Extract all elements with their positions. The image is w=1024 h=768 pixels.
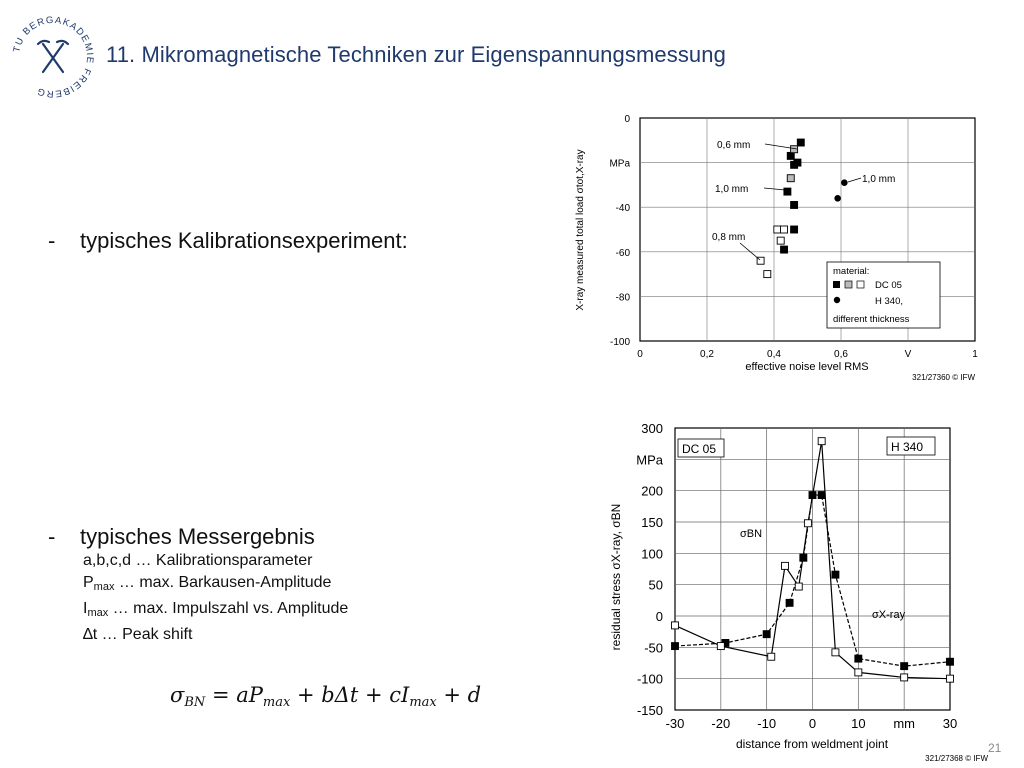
data-point [672, 622, 679, 629]
bullet-calibration [48, 228, 408, 254]
data-point [786, 599, 793, 606]
legend-thickness: different thickness [833, 314, 910, 325]
data-point [797, 139, 804, 146]
annotation-10mm-right: 1,0 mm [862, 174, 896, 185]
data-point [764, 271, 771, 278]
data-point [947, 658, 954, 665]
legend-marker-circle [834, 297, 840, 303]
y-tick-label: -60 [615, 247, 630, 259]
legend-dc05: DC 05 [875, 280, 902, 291]
annotation-08mm: 0,8 mm [712, 232, 746, 243]
data-point [818, 438, 825, 445]
bullet-text: typisches Messergebnis [80, 524, 315, 549]
x-tick-label: 30 [942, 716, 958, 731]
y-tick-label: 100 [641, 546, 663, 562]
legend-marker-black [833, 281, 840, 288]
label-dc05: DC 05 [682, 442, 717, 456]
y-tick-label: -50 [644, 640, 663, 656]
data-point [782, 562, 789, 569]
x-tick-label: V [904, 349, 912, 360]
parameter-list [83, 550, 348, 646]
data-point [901, 663, 908, 670]
data-point [774, 226, 781, 233]
y-tick-label: 0 [624, 114, 630, 125]
university-logo [8, 12, 98, 102]
data-point [901, 674, 908, 681]
data-point [834, 195, 841, 202]
legend-h340: H 340, [875, 296, 903, 307]
data-point [832, 571, 839, 578]
data-point [800, 554, 807, 561]
y-tick-label: -40 [615, 203, 630, 215]
y-tick-label: 150 [641, 515, 663, 530]
data-point [818, 492, 825, 499]
bullet-result [48, 524, 315, 550]
logo-text: TU BERGAKADEMIE FREIBERG [11, 14, 96, 100]
legend [827, 262, 940, 328]
data-point [855, 669, 862, 676]
data-point [781, 226, 788, 233]
data-point [717, 643, 724, 650]
data-point [791, 226, 798, 233]
data-point [947, 675, 954, 682]
data-point [855, 655, 862, 662]
figure-footer: 321/27368 © IFW [925, 754, 988, 763]
x-tick-label: 10 [851, 716, 866, 731]
calibration-chart [565, 100, 985, 385]
data-point [787, 175, 794, 182]
y-axis-label: X-ray measured total load σtot,X-ray [575, 149, 586, 311]
x-tick-label: -30 [665, 716, 685, 731]
data-point [787, 152, 794, 159]
x-tick-label: -20 [711, 716, 731, 731]
legend-title: material: [833, 266, 870, 277]
y-tick-label: -150 [636, 703, 663, 718]
label-sigma-xray: σX-ray [872, 609, 906, 621]
data-point [841, 179, 848, 186]
hammer-and-pick-icon [38, 41, 68, 72]
x-tick-label: 0 [808, 716, 817, 731]
x-tick-label: 0,2 [700, 349, 714, 360]
label-h340: H 340 [891, 440, 924, 454]
y-tick-label: MPa [609, 158, 630, 170]
y-tick-label: -100 [636, 671, 663, 687]
x-tick-label: 0,6 [834, 349, 848, 360]
x-axis-label: distance from weldment joint [735, 737, 889, 751]
annotation-10mm-left: 1,0 mm [715, 184, 749, 195]
label-sigma-bn: σBN [740, 528, 763, 540]
legend-marker-gray [845, 281, 852, 288]
bullet-text: typisches Kalibrationsexperiment: [80, 228, 408, 253]
formula: $\sigma_{BN} = aP_{max} + b\Delta t + cI_{max} + d$ [170, 683, 482, 710]
y-tick-label: 0 [655, 609, 663, 624]
bullet-dash: - [48, 228, 56, 253]
data-point [784, 188, 791, 195]
residual-stress-chart [600, 415, 990, 765]
x-tick-label: mm [893, 716, 916, 731]
y-axis-label: residual stress σX-ray, σBN [609, 503, 623, 651]
data-point [794, 159, 801, 166]
annotation-06mm: 0,6 mm [717, 140, 751, 151]
x-axis-label: effective noise level RMS [745, 361, 869, 373]
data-point [791, 201, 798, 208]
x-tick-label: 0 [637, 349, 643, 360]
data-point [809, 492, 816, 499]
y-tick-label: 200 [641, 483, 663, 499]
data-point [804, 520, 811, 527]
data-point [672, 643, 679, 650]
y-tick-label: -100 [609, 337, 630, 348]
y-tick-label: 50 [648, 577, 663, 593]
param-line: $I_{max}$ … max. Impulszahl vs. Amplitude [83, 600, 349, 619]
page-number: 21 [988, 741, 1002, 755]
x-tick-label: -10 [757, 716, 777, 731]
figure-footer: 321/27360 © IFW [912, 373, 975, 382]
data-point [795, 583, 802, 590]
y-tick-label: 300 [641, 421, 663, 436]
param-line: a,b,c,d … Kalibrationsparameter [83, 552, 313, 569]
page-title: 11. Mikromagnetische Techniken zur Eigenspannungsmessung [106, 42, 726, 67]
data-point [768, 653, 775, 660]
data-point [777, 237, 784, 244]
y-tick-label: MPa [636, 452, 663, 468]
data-point [832, 649, 839, 656]
y-tick-label: -80 [615, 292, 630, 304]
x-tick-label: 0,4 [767, 349, 781, 360]
data-point [763, 631, 770, 638]
legend-marker-white [857, 281, 864, 288]
x-tick-label: 1 [972, 349, 978, 360]
param-line: ∆t … Peak shift [83, 626, 193, 643]
param-line: $P_{max}$ … max. Barkausen-Amplitude [83, 574, 332, 593]
bullet-dash: - [48, 524, 56, 549]
data-point [781, 246, 788, 253]
